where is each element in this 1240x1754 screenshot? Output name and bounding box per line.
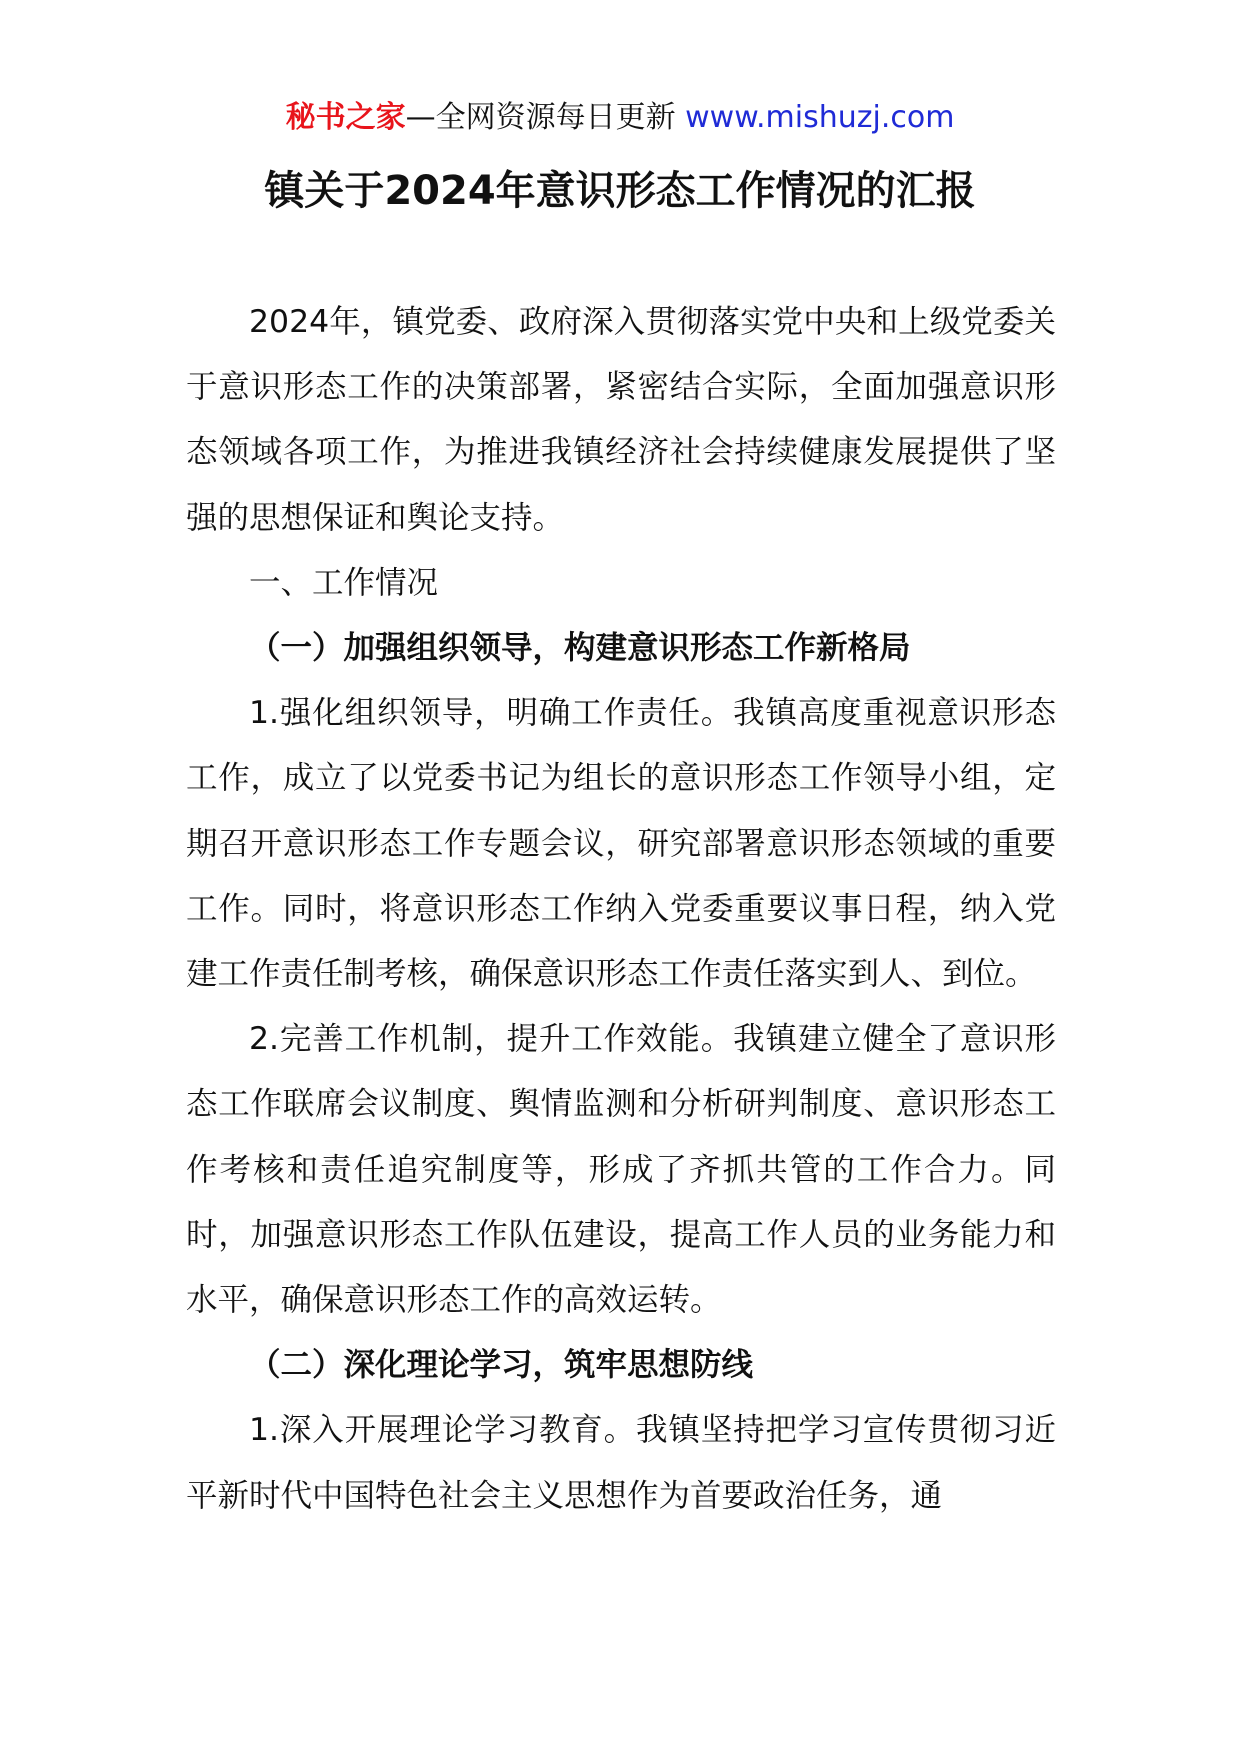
paragraph-mechanism: 2.完善工作机制，提升工作效能。我镇建立健全了意识形态工作联席会议制度、舆情监测和分析研判制度、意识形态工作考核和责任追究制度等，形成了齐抓共管的工作合力。同时，加强意识形态工作队伍建设，提高工作人员的业务能力和水平，确保意识形态工作的高效运转。 — [186, 1021, 1056, 1319]
paragraph-theory-education: 1.深入开展理论学习教育。我镇坚持把学习宣传贯彻习近平新时代中国特色社会主义思想作为首要政治任务，通 — [186, 1412, 1056, 1514]
subsection-heading-organization: （一）加强组织领导，构建意识形态工作新格局 — [249, 630, 911, 667]
intro-paragraph: 2024年，镇党委、政府深入贯彻落实党中央和上级党委关于意识形态工作的决策部署，紧密结合实际，全面加强意识形态领域各项工作，为推进我镇经济社会持续健康发展提供了坚强的思想保证和舆论支持。 — [186, 304, 1056, 536]
header-banner — [0, 98, 1240, 138]
document-body — [186, 290, 1056, 1529]
subsection-heading-theory-study: （二）深化理论学习，筑牢思想防线 — [249, 1347, 754, 1384]
section-heading-work-status: 一、工作情况 — [249, 564, 439, 601]
header-tagline: —全网资源每日更新 — [405, 100, 676, 135]
paragraph-leadership: 1.强化组织领导，明确工作责任。我镇高度重视意识形态工作，成立了以党委书记为组长的意识形态工作领导小组，定期召开意识形态工作专题会议，研究部署意识形态领域的重要工作。同时，将意识形态工作纳入党委重要议事日程，纳入党建工作责任制考核，确保意识形态工作责任落实到人、到位。 — [186, 695, 1056, 993]
document-title: 镇关于2024年意识形态工作情况的汇报 — [264, 168, 976, 214]
brand-name: 秘书之家 — [285, 100, 406, 135]
site-url-link[interactable]: www.mishuzj.com — [685, 100, 955, 135]
